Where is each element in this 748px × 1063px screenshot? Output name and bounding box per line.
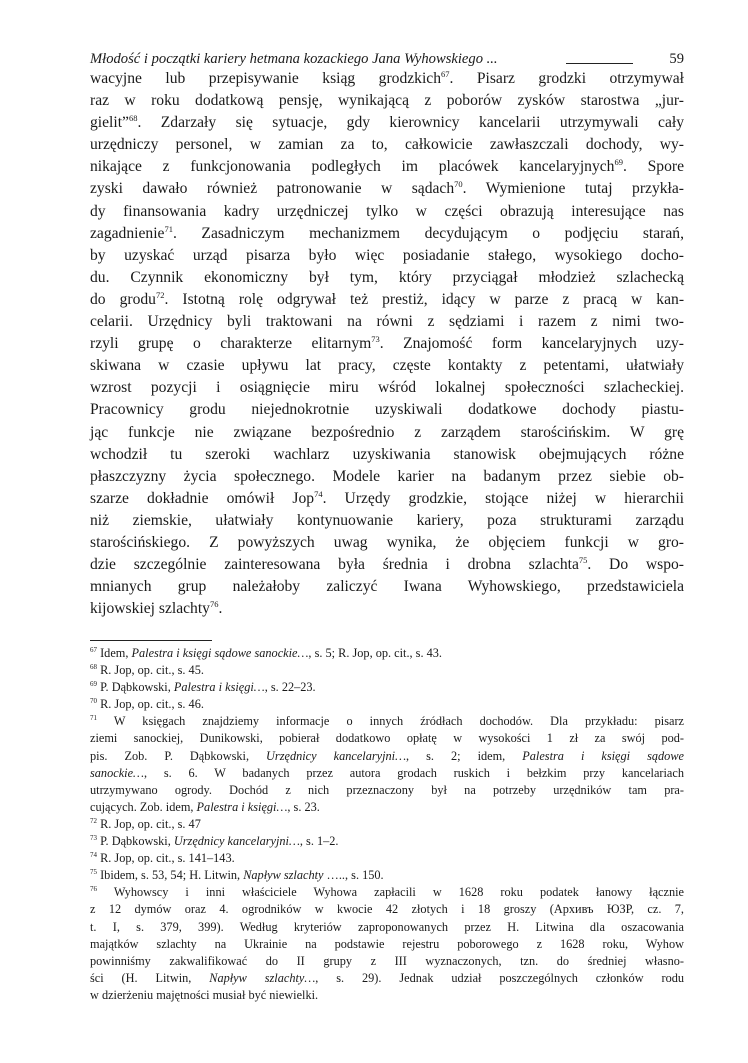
text-line <box>90 576 684 598</box>
italic-title: Palestra i księgi sądowe sanockie… <box>131 646 309 660</box>
footnote-ref: 70 <box>90 697 97 706</box>
text-run: . Istotną rolę odgrywał też prestiż, idący w parze z pracą w kan- <box>164 290 685 308</box>
footnote <box>90 833 684 850</box>
footnote-line <box>90 919 684 936</box>
footnote-line <box>90 936 684 953</box>
text-line <box>90 178 684 200</box>
footnote-ref: 74 <box>314 488 323 499</box>
text-run: z 12 dymów oraz 4. ogrodników w kwocie 42 złotych i 18 groszy (Архивъ ЮЗР, cz. 7, <box>90 902 684 917</box>
text-run: nikające z funkcjonowania podległych im placówek kancelaryjnych <box>90 158 615 176</box>
text-run: urzędniczy personel, w zamian za to, całkowicie zawłaszczali dochody, wy- <box>90 136 684 154</box>
text-run: skiwana w czasie upływu lat pracy, częste kontakty z petentami, ułatwiały <box>90 357 684 375</box>
text-line <box>90 355 684 377</box>
text-run: P. Dąbkowski, <box>97 680 174 695</box>
page-number: 59 <box>669 51 684 67</box>
text-line <box>90 377 684 399</box>
footnote <box>90 850 684 867</box>
text-run: rzyli grupę o charakterze elitarnym <box>90 335 372 353</box>
footnote-line <box>90 850 684 867</box>
text-run: pis. Zob. P. Dąbkowski, <box>90 748 267 763</box>
text-run: wzrost pozycji i osiągnięcie miru wśród lokalnej społeczności szlacheckiej. <box>90 379 684 397</box>
italic-title: Urzędnicy kancelaryjni… <box>173 834 300 849</box>
text-line <box>90 399 684 421</box>
text-line <box>90 112 684 134</box>
text-run: powinniśmy zakwalifikować do II grupy z III wyznaczonych, tzn. do średniej własno- <box>90 953 684 968</box>
footnote-line <box>90 867 684 884</box>
footnote-line <box>90 696 684 713</box>
footnote-separator <box>90 640 212 641</box>
footnote-line <box>90 970 684 987</box>
text-run: wchodził tu szeroki wachlarz uzyskiwania stanowisk obejmujących różne <box>90 445 684 463</box>
footnote-line <box>90 645 684 662</box>
header-rule <box>566 63 633 64</box>
italic-title: Palestra i księgi sądowe <box>522 748 684 763</box>
text-line <box>90 422 684 444</box>
text-run: . Znajomość form kancelaryjnych uzy- <box>379 335 684 353</box>
footnote-line <box>90 987 684 1004</box>
text-run: Pracownicy grodu niejednokrotnie uzyskiwali dodatkowe dochody piastu- <box>90 401 684 419</box>
text-run: ziemi sanockiej, Dunikowski, pobierał dodatkowo opłatę w wysokości 1 zł za swój pod- <box>90 731 684 746</box>
text-run: szarze dokładnie omówił Jop <box>90 489 315 507</box>
text-run: by uzyskać urząd pisarza było więc posiadanie stałego, wysokiego docho- <box>90 246 684 264</box>
text-line <box>90 488 684 510</box>
text-run: . Zasadniczym mechanizmem decydującym o podjęciu starań, <box>172 224 684 242</box>
text-line <box>90 201 684 223</box>
footnote-line <box>90 953 684 970</box>
text-run: dy finansowania kadry urzędniczej tylko w części obrazują interesujące nas <box>90 202 684 220</box>
footnote-ref: 68 <box>128 113 138 124</box>
italic-title: sanockie… <box>90 765 144 780</box>
footnote-ref: 72 <box>90 816 97 825</box>
text-line <box>90 598 684 620</box>
text-run: mnianych grup należałoby zaliczyć Iwana Wyhowskiego, przedstawiciela <box>90 578 684 596</box>
text-run: gielit” <box>90 114 129 132</box>
footnote-line <box>90 901 684 918</box>
footnote-line <box>90 748 684 765</box>
text-run: , s. 2; idem, <box>406 748 523 763</box>
text-run: R. Jop, op. cit., s. 46. <box>97 697 204 712</box>
text-run: ści (H. Litwin, <box>90 970 210 985</box>
text-run: ….., s. 150. <box>323 868 384 883</box>
footnote <box>90 696 684 713</box>
text-run: zagadnienie <box>90 224 165 242</box>
footnote-line <box>90 713 684 730</box>
footnote-line <box>90 730 684 747</box>
text-line <box>90 68 684 90</box>
text-line <box>90 311 684 333</box>
text-run: . Spore <box>622 158 684 176</box>
text-run: cujących. Zob. idem, <box>90 799 197 814</box>
text-run: niż ziemskie, ułatwiały kontynuowanie kariery, poza strukturami zarządu <box>90 511 684 529</box>
text-run: kijowskiej szlachty <box>90 600 210 618</box>
footnote-ref: 67 <box>90 646 97 654</box>
text-run: raz w roku dodatkową pensję, wynikającą z poborów zysków starostwa „jur- <box>90 92 684 110</box>
text-run: R. Jop, op. cit., s. 141–143. <box>97 851 235 866</box>
footnote-ref: 70 <box>454 179 463 190</box>
text-run: zyski dawało również patronowanie w sądach <box>90 180 455 198</box>
text-run: . Do wspo- <box>587 556 684 574</box>
footnote <box>90 884 684 1004</box>
text-run: , s. 6. W badanych przez autora grodach ruskich i bełzkim przy kancelariach <box>143 765 684 780</box>
footnote-ref: 75 <box>90 868 97 877</box>
italic-title: Urzędnicy kancelaryjni… <box>266 748 407 763</box>
text-run: R. Jop, op. cit., s. 47 <box>97 816 201 831</box>
italic-title: Napływ szlachty <box>243 868 324 883</box>
italic-title: Napływ szlachty… <box>209 970 316 985</box>
footnote-ref: 71 <box>164 223 173 234</box>
footnote-ref: 73 <box>371 334 380 345</box>
footnotes <box>90 645 684 1004</box>
footnote-ref: 69 <box>614 157 623 168</box>
text-line <box>90 245 684 267</box>
footnote-ref: 69 <box>90 680 97 689</box>
footnote-ref: 76 <box>209 599 219 610</box>
footnote-line <box>90 884 684 901</box>
italic-title: Palestra i księgi… <box>173 680 265 695</box>
text-run: , s. 22–23. <box>264 680 316 695</box>
footnote-line <box>90 816 684 833</box>
footnote-ref: 76 <box>90 885 97 894</box>
text-line <box>90 223 684 245</box>
text-run: do grodu <box>90 290 156 308</box>
text-run: , s. 1–2. <box>299 834 339 849</box>
footnote-line <box>90 679 684 696</box>
text-line <box>90 289 684 311</box>
text-run: , s. 29). Jednak udział poszczególnych członków rodu <box>315 970 685 985</box>
text-line <box>90 466 684 488</box>
text-line <box>90 554 684 576</box>
text-run: . Zdarzały się sytuacje, gdy kierownicy kancelarii utrzymywali cały <box>137 114 684 132</box>
text-run: majątków szlachty na Ukrainie na podstawie rejestru poborowego z 1628 roku, Wyhow <box>90 936 684 951</box>
footnote-ref: 72 <box>155 289 165 300</box>
footnote-ref: 73 <box>90 834 97 843</box>
text-run: starościńskiego. Z powyższych uwag wynika, że objęciem funkcji w gro- <box>90 533 684 551</box>
running-header <box>90 48 684 70</box>
footnote-line <box>90 799 684 816</box>
text-run: dzie szczególnie zainteresowana była średnia i drobna szlachta <box>90 556 579 574</box>
text-run: t. I, s. 379, 399). Według kryteriów zaproponowanych przez H. Litwina dla oszacowania <box>90 919 684 934</box>
footnote <box>90 713 684 816</box>
text-run: . Wymienione tutaj przykła- <box>462 180 684 198</box>
text-line <box>90 90 684 112</box>
footnote-line <box>90 662 684 679</box>
text-run: wacyjne lub przepisywanie ksiąg grodzkich <box>90 70 442 87</box>
text-run: celarii. Urzędnicy byli traktowani na równi z sędziami i razem z nimi two- <box>90 313 684 331</box>
text-run: jąc funkcje nie związane bezpośrednio z zarządem starościńskim. W grę <box>90 423 684 441</box>
running-title: Młodość i początki kariery hetmana kozackiego Jana Wyhowskiego ... <box>90 51 498 67</box>
text-line <box>90 333 684 355</box>
footnote-line <box>90 765 684 782</box>
footnote <box>90 679 684 696</box>
text-run: P. Dąbkowski, <box>97 834 174 849</box>
footnote-ref: 74 <box>90 851 97 860</box>
text-run: . Urzędy grodzkie, stojące niżej w hierarchii <box>322 489 685 507</box>
text-run: . Pisarz grodzki otrzymywał <box>449 70 684 87</box>
text-run: du. Czynnik ekonomiczny był tym, który przyciągał młodzież szlachecką <box>90 268 684 286</box>
footnote-ref: 71 <box>90 714 97 723</box>
italic-title: Palestra i księgi… <box>196 799 288 814</box>
footnote-ref: 67 <box>441 69 450 79</box>
text-run: Idem, <box>97 646 132 660</box>
text-run: w dzierżeniu majętności musiał być niewielki. <box>90 987 319 1002</box>
footnote <box>90 645 684 662</box>
footnote <box>90 662 684 679</box>
footnote-line <box>90 833 684 850</box>
text-run: Wyhowscy i inni właściciele Wyhowa zapłacili w 1628 roku podatek łanowy łącznie <box>97 885 684 900</box>
text-line <box>90 532 684 554</box>
footnote-line <box>90 782 684 799</box>
text-run: W księgach znajdziemy informacje o innych źródłach dochodów. Dla przykładu: pisarz <box>97 714 684 729</box>
text-run: Ibidem, s. 53, 54; H. Litwin, <box>97 868 244 883</box>
text-run: . <box>218 600 223 618</box>
footnote <box>90 816 684 833</box>
text-line <box>90 156 684 178</box>
text-line <box>90 444 684 466</box>
text-run: , s. 23. <box>287 799 320 814</box>
text-run: utrzymywano ogrody. Dochód z nich przeznaczony był na potrzeby urzędników tam pra- <box>90 782 684 797</box>
footnote-ref: 68 <box>90 663 97 672</box>
footnote <box>90 867 684 884</box>
text-run: , s. 5; R. Jop, op. cit., s. 43. <box>308 646 442 660</box>
text-line <box>90 510 684 532</box>
text-line <box>90 134 684 156</box>
text-run: płaszczyzny życia społecznego. Modele karier na badanym przez siebie ob- <box>90 467 684 485</box>
main-text <box>90 68 684 620</box>
text-line <box>90 267 684 289</box>
footnote-ref: 75 <box>578 555 588 566</box>
text-run: R. Jop, op. cit., s. 45. <box>97 663 204 678</box>
